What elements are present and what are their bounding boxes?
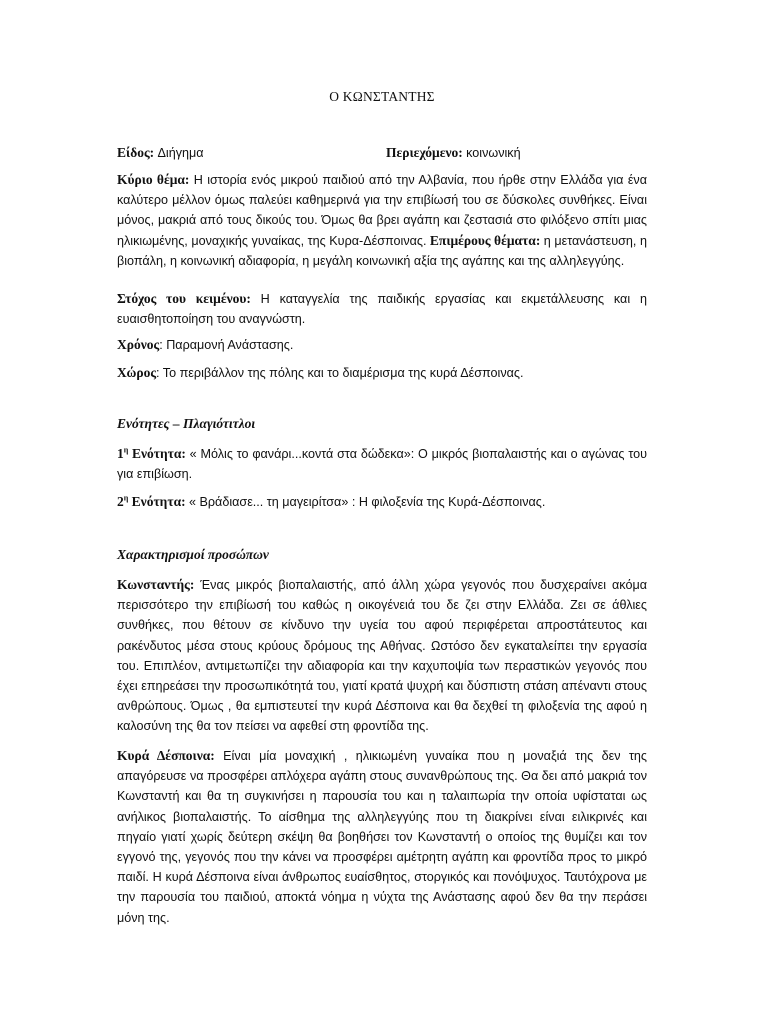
section-2-paragraph bbox=[117, 492, 647, 512]
time-paragraph bbox=[117, 335, 647, 355]
goal-label: Στόχος του κειμένου: bbox=[117, 291, 251, 306]
goal-text: Η καταγγελία της παιδικής εργασίας και εκμετάλλευσης και η ευαισθητοποίηση του αναγνώστη. bbox=[117, 292, 647, 327]
document-title: Ο ΚΩΝΣΤΑΝΤΗΣ bbox=[329, 89, 435, 104]
section-1-label: Ενότητα: bbox=[132, 446, 186, 461]
section-1-number: 1 bbox=[117, 446, 124, 461]
sub-themes-text: η μετανάστευση, η βιοπάλη, η κοινωνική αδιαφορία, η μεγάλη κοινωνική αξία της αγάπης και της αλληλεγγύης. bbox=[117, 233, 647, 268]
main-theme-text: Η ιστορία ενός μικρού παιδιού από την Αλβανία, που ήρθε στην Ελλάδα για ένα καλύτερο μέλλον όμως παλεύει καθημερινά για την επιβίωσή του σε δύσκολες συνθήκες. Είναι μόνος, μακριά από τους δικούς του. Όμως θα βρει αγάπη και ζεστασιά στο φιλόξενο σπίτι μιας ηλικιωμένης, μοναχικής γυναίκας, της Κυρα-Δέσποινας. bbox=[117, 173, 648, 248]
time-label: Χρόνος bbox=[117, 337, 160, 352]
section-2-sup: η bbox=[123, 493, 129, 503]
place-paragraph bbox=[117, 363, 647, 383]
character-konstantis-text: Ένας μικρός βιοπαλαιστής, από άλλη χώρα γεγονός που δυσχεραίνει ακόμα περισσότερο την επιβίωσή του καθώς η οικογένειά του δε ζει στην Ελλάδα. Ζει σε άθλιες συνθήκες, που θέτουν σε κίνδυνο την υγεία του αφού περιφέρεται απροστάτευτος και ρακένδυτος μέσα στους κρύους δρόμους της Αθήνας. Ωστόσο δεν εγκαταλείπει την εργασία του. Επιπλέον, αντιμετωπίζει την αδιαφορία και την καχυποψία των περαστικών γεγονός που έχει επηρεάσει την προσωπικότητά του, γιατί κρατά ψυχρή και δύσπιστη στάση απέναντι στους ανθρώπους. Όμως , θα εμπιστευτεί την κυρά Δέσποινα και θα δεχθεί τη φιλοξενία της αφού η καλοσύνη της θα τον πείσει να αφεθεί στη φροντίδα της. bbox=[117, 578, 647, 734]
sub-themes-label: Επιμέρους θέματα: bbox=[429, 232, 541, 248]
main-theme-paragraph bbox=[117, 170, 647, 271]
section-2-text: « Βράδιασε... τη μαγειρίτσα» : Η φιλοξενία της Κυρά-Δέσποινας. bbox=[188, 495, 546, 509]
sections-heading: Ενότητες – Πλαγιότιτλοι bbox=[117, 416, 256, 431]
section-2-label: Ενότητα: bbox=[131, 494, 186, 509]
section-1-paragraph bbox=[117, 444, 647, 484]
content-value: κοινωνική bbox=[466, 146, 521, 160]
character-despoina-paragraph bbox=[117, 746, 647, 928]
character-konstantis-label: Κωνσταντής: bbox=[117, 577, 195, 592]
content-field bbox=[386, 145, 521, 161]
time-text: : Παραμονή Ανάστασης. bbox=[159, 338, 294, 352]
characters-heading: Χαρακτηρισμοί προσώπων bbox=[117, 547, 269, 562]
genre-value: Διήγημα bbox=[157, 146, 204, 160]
main-theme-label: Κύριο θέμα: bbox=[117, 172, 190, 187]
goal-paragraph bbox=[117, 289, 647, 329]
content-label: Περιεχόμενο: bbox=[386, 145, 463, 160]
character-despoina-label: Κυρά Δέσποινα: bbox=[117, 748, 215, 763]
section-1-sup: η bbox=[123, 445, 129, 455]
section-2-number: 2 bbox=[117, 494, 124, 509]
genre-row bbox=[117, 145, 647, 161]
genre-label: Είδος: bbox=[117, 145, 155, 160]
character-konstantis-paragraph bbox=[117, 575, 647, 737]
place-text: : Το περιβάλλον της πόλης και το διαμέρισμα της κυρά Δέσποινας. bbox=[156, 366, 524, 380]
section-1-text: « Μόλις το φανάρι...κοντά στα δώδεκα»: Ο μικρός βιοπαλαιστής και ο αγώνας του για επιβίωση. bbox=[117, 447, 648, 482]
place-label: Χώρος bbox=[117, 365, 157, 380]
character-despoina-text: Είναι μία μοναχική , ηλικιωμένη γυναίκα που η μοναξιά της δεν της απαγόρευσε να προσφέρει απλόχερα αγάπη στους συνανθρώπους της. Θα δει από μακριά τον Κωνσταντή και θα τη συγκινήσει η παρουσία του και η ταλαιπωρία την οποία υφίσταται ως ανήλικος βιοπαλαιστής. Το αίσθημα της αλληλεγγύης που τη διακρίνει είναι ειλικρινές και πηγαίο γιατί χωρίς δεύτερη σκέψη θα βοηθήσει τον Κωνσταντή ο οποίος της θυμίζει και τον εγγονό της, γεγονός που την κάνει να προσφέρει αμέτρητη αγάπη και φροντίδα προς το μικρό παιδί. Η κυρά Δέσποινα είναι άνθρωπος ευαίσθητος, στοργικός και πονόψυχος. Ταυτόχρονα με την παρουσία του παιδιού, αποκτά νόημα η νύχτα της Ανάστασης αφού δεν θα την περάσει μόνη της. bbox=[117, 749, 648, 925]
